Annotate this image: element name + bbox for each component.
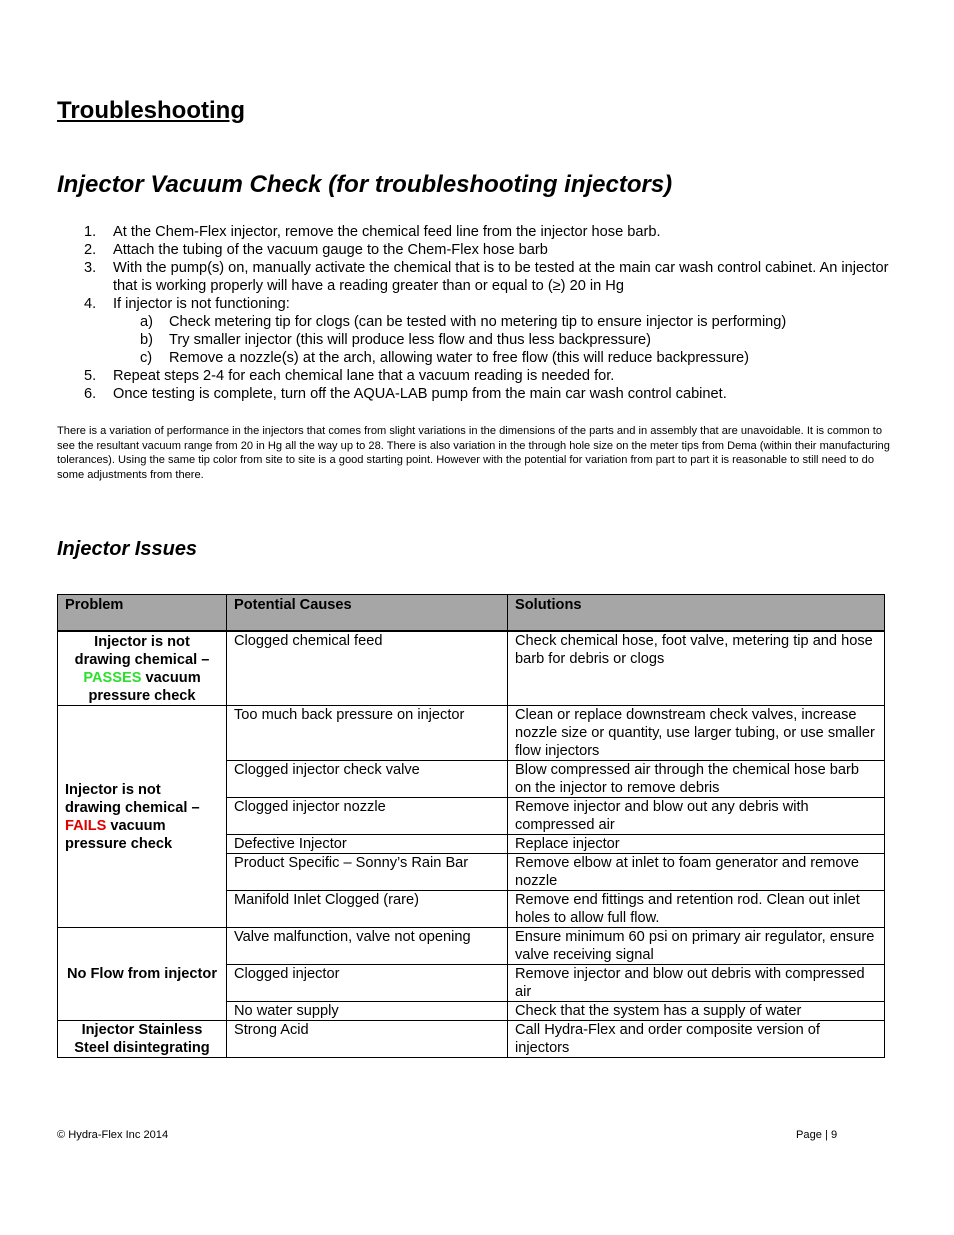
step-number: 3. (84, 260, 97, 276)
solution-cell: Remove elbow at inlet to foam generator and remove nozzle (508, 854, 885, 891)
problem-text-post: vacuum pressure check (65, 817, 173, 852)
solution-cell: Remove end fittings and retention rod. Clean out inlet holes to allow full flow. (508, 891, 885, 928)
cause-cell: Clogged injector nozzle (227, 798, 508, 835)
problem-cell: No Flow from injector (58, 928, 227, 1021)
problem-cell: Injector Stainless Steel disintegrating (58, 1021, 227, 1058)
step-number: 6. (84, 386, 97, 402)
issues-table (57, 594, 885, 1058)
substep-letter: b) (140, 332, 153, 348)
solution-cell: Check chemical hose, foot valve, metering tip and hose barb for debris or clogs (508, 632, 885, 706)
step-item (57, 223, 897, 241)
table-row (58, 928, 885, 965)
problem-cell (58, 632, 227, 706)
problem-text: Injector is not drawing chemical – (74, 634, 210, 668)
solution-cell: Remove injector and blow out any debris with compressed air (508, 798, 885, 835)
cause-cell: Manifold Inlet Clogged (rare) (227, 891, 508, 928)
page-heading: Troubleshooting (57, 97, 245, 124)
step-item (57, 241, 897, 259)
step-item (57, 367, 897, 385)
step-item (57, 259, 897, 295)
step-number: 4. (84, 296, 97, 312)
solution-cell: Remove injector and blow out debris with compressed air (508, 965, 885, 1002)
cause-cell: Too much back pressure on injector (227, 706, 508, 761)
solution-cell: Ensure minimum 60 psi on primary air regulator, ensure valve receiving signal (508, 928, 885, 965)
substep-item (113, 349, 897, 367)
solution-cell: Check that the system has a supply of water (508, 1002, 885, 1021)
step-text: Once testing is complete, turn off the AQUA-LAB pump from the main car wash control cabinet. (113, 386, 727, 402)
step-text: If injector is not functioning: (113, 296, 290, 312)
problem-text-post: vacuum pressure check (88, 670, 201, 704)
problem-cell (58, 706, 227, 928)
issues-title: Injector Issues (57, 538, 198, 560)
header-problem: Problem (58, 595, 227, 631)
table-row (58, 706, 885, 761)
variation-note: There is a variation of performance in the injectors that comes from slight variations in the dimensions of the parts and in assembly that are unavoidable. It is common to see the resultant vacuum range from 20 in Hg all the way up to 28. There is also variation in the through hole size on the meter tips from Dema (within their manufacturing tolerances). Using the same tip color from site to site is a good starting point. However with the potential for variation from part to part it is reasonable to still need to do some adjustments from there. (57, 425, 890, 481)
step-text: Repeat steps 2-4 for each chemical lane that a vacuum reading is needed for. (113, 368, 615, 384)
footer-copyright: © Hydra-Flex Inc 2014 (57, 1129, 169, 1141)
step-text: At the Chem-Flex injector, remove the chemical feed line from the injector hose barb. (113, 224, 661, 240)
substeps-list (113, 313, 897, 367)
solution-cell: Clean or replace downstream check valves, increase nozzle size or quantity, use larger tubing, or use smaller flow injectors (508, 706, 885, 761)
step-number: 5. (84, 368, 97, 384)
substep-letter: a) (140, 314, 153, 330)
step-text: Attach the tubing of the vacuum gauge to the Chem-Flex hose barb (113, 242, 548, 258)
cause-cell: Clogged injector check valve (227, 761, 508, 798)
substep-text: Try smaller injector (this will produce less flow and thus less backpressure) (169, 332, 652, 348)
cause-cell: Strong Acid (227, 1021, 508, 1058)
section-title: Injector Vacuum Check (for troubleshooting injectors) (57, 171, 673, 198)
status-passes: PASSES (83, 670, 142, 686)
step-item (57, 385, 897, 403)
step-number: 2. (84, 242, 97, 258)
status-fails: FAILS (65, 817, 107, 834)
header-solutions: Solutions (508, 595, 885, 631)
solution-cell: Call Hydra-Flex and order composite version of injectors (508, 1021, 885, 1058)
table-row (58, 632, 885, 706)
steps-list (57, 223, 897, 403)
substep-letter: c) (140, 350, 153, 366)
cause-cell: Clogged injector (227, 965, 508, 1002)
step-item (57, 295, 897, 367)
step-text: With the pump(s) on, manually activate the chemical that is to be tested at the main car wash control cabinet. An injector that is working properly will have a reading greater than or equal to (≥) 20 in Hg (113, 260, 889, 294)
solution-cell: Replace injector (508, 835, 885, 854)
solution-cell: Blow compressed air through the chemical hose barb on the injector to remove debris (508, 761, 885, 798)
footer-page-number: Page | 9 (796, 1129, 838, 1141)
cause-cell: Valve malfunction, valve not opening (227, 928, 508, 965)
cause-cell: Product Specific – Sonny’s Rain Bar (227, 854, 508, 891)
substep-item (113, 313, 897, 331)
cause-cell: Clogged chemical feed (227, 632, 508, 706)
substep-text: Remove a nozzle(s) at the arch, allowing water to free flow (this will reduce backpressure) (169, 350, 749, 366)
table-header-row (58, 595, 885, 631)
cause-cell: No water supply (227, 1002, 508, 1021)
substep-item (113, 331, 897, 349)
table-row (58, 1021, 885, 1058)
header-causes: Potential Causes (227, 595, 508, 631)
cause-cell: Defective Injector (227, 835, 508, 854)
step-number: 1. (84, 224, 97, 240)
substep-text: Check metering tip for clogs (can be tested with no metering tip to ensure injector is performing) (169, 314, 787, 330)
problem-text: Injector is not drawing chemical – (65, 781, 200, 816)
